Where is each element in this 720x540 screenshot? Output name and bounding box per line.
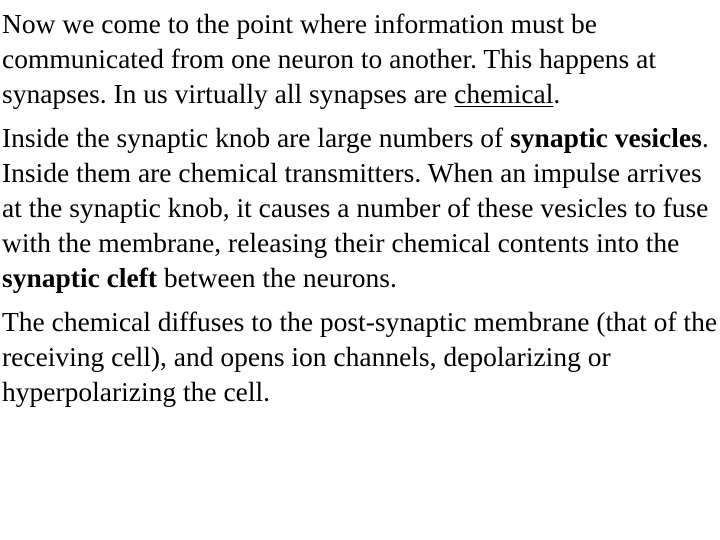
paragraph-post-synaptic — [2, 304, 718, 409]
bold-term-synaptic-cleft: synaptic cleft — [2, 262, 158, 293]
paragraph-text: Now we come to the point where information must be communicated from one neuron to another. This happens at synapses. In us virtually all synapses are — [2, 8, 656, 109]
paragraph-text: The chemical diffuses to the post-synaptic membrane (that of the receiving cell), and opens ion channels, depolarizing or hyperpolarizing the cell. — [2, 306, 718, 407]
paragraph-text: . Inside them are chemical transmitters. When an impulse arrives at the synaptic knob, it causes a number of these vesicles to fuse with the membrane, releasing their chemical contents into the — [2, 122, 709, 258]
paragraph-synapses-intro — [2, 6, 718, 111]
paragraph-synaptic-knob — [2, 120, 718, 295]
document-body — [2, 6, 718, 409]
bold-term-synaptic-vesicles: synaptic vesicles — [510, 122, 702, 153]
paragraph-text: between the neurons. — [157, 262, 397, 293]
underlined-term-chemical: chemical — [454, 78, 554, 109]
paragraph-text-end: . — [553, 78, 561, 109]
paragraph-text: Inside the synaptic knob are large numbers of — [2, 122, 511, 153]
